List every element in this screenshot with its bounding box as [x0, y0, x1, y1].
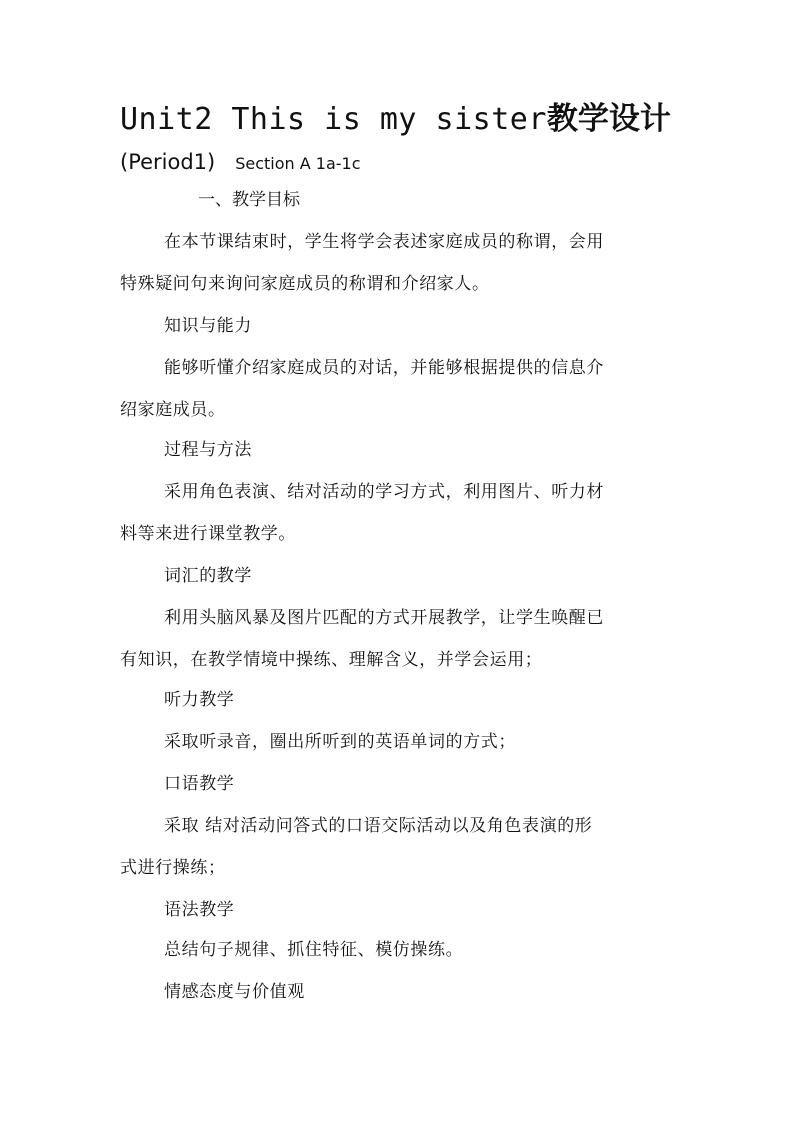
subheading: 口语教学	[164, 774, 235, 794]
subheading: 听力教学	[164, 690, 235, 710]
subheading: 过程与方法	[164, 440, 252, 460]
body-line: 特殊疑问句来询问家庭成员的称谓和介绍家人。	[120, 274, 490, 294]
document-subtitle	[120, 146, 361, 180]
title-chinese: 教学设计	[546, 101, 671, 137]
subheading: 语法教学	[164, 900, 235, 920]
body-line: 采用角色表演、结对活动的学习方式，利用图片、听力材	[164, 482, 604, 502]
body-line: 在本节课结束时，学生将学会表述家庭成员的称谓，会用	[164, 232, 604, 252]
title-english: Unit2 This is my sister	[120, 102, 547, 137]
body-line: 能够听懂介绍家庭成员的对话，并能够根据提供的信息介	[164, 358, 604, 378]
body-line: 料等来进行课堂教学。	[120, 524, 296, 544]
body-line: 总结句子规律、抓住特征、模仿操练。	[164, 940, 464, 960]
subheading: 情感态度与价值观	[164, 982, 305, 1002]
subheading: 词汇的教学	[164, 566, 252, 586]
period-label: (Period1)	[120, 150, 216, 174]
body-line: 有知识，在教学情境中操练、理解含义，并学会运用；	[120, 650, 543, 670]
document-title	[120, 96, 671, 142]
section-heading: 一、教学目标	[198, 190, 300, 210]
body-line: 式进行操练；	[120, 858, 226, 878]
section-label: Section A 1a-1c	[235, 154, 361, 173]
body-line: 采取听录音，圈出所听到的英语单词的方式；	[164, 732, 516, 752]
body-line: 利用头脑风暴及图片匹配的方式开展教学，让学生唤醒已	[164, 608, 604, 628]
subheading: 知识与能力	[164, 316, 252, 336]
body-line: 绍家庭成员。	[120, 400, 226, 420]
body-line: 采取 结对活动问答式的口语交际活动以及角色表演的形	[164, 816, 593, 836]
